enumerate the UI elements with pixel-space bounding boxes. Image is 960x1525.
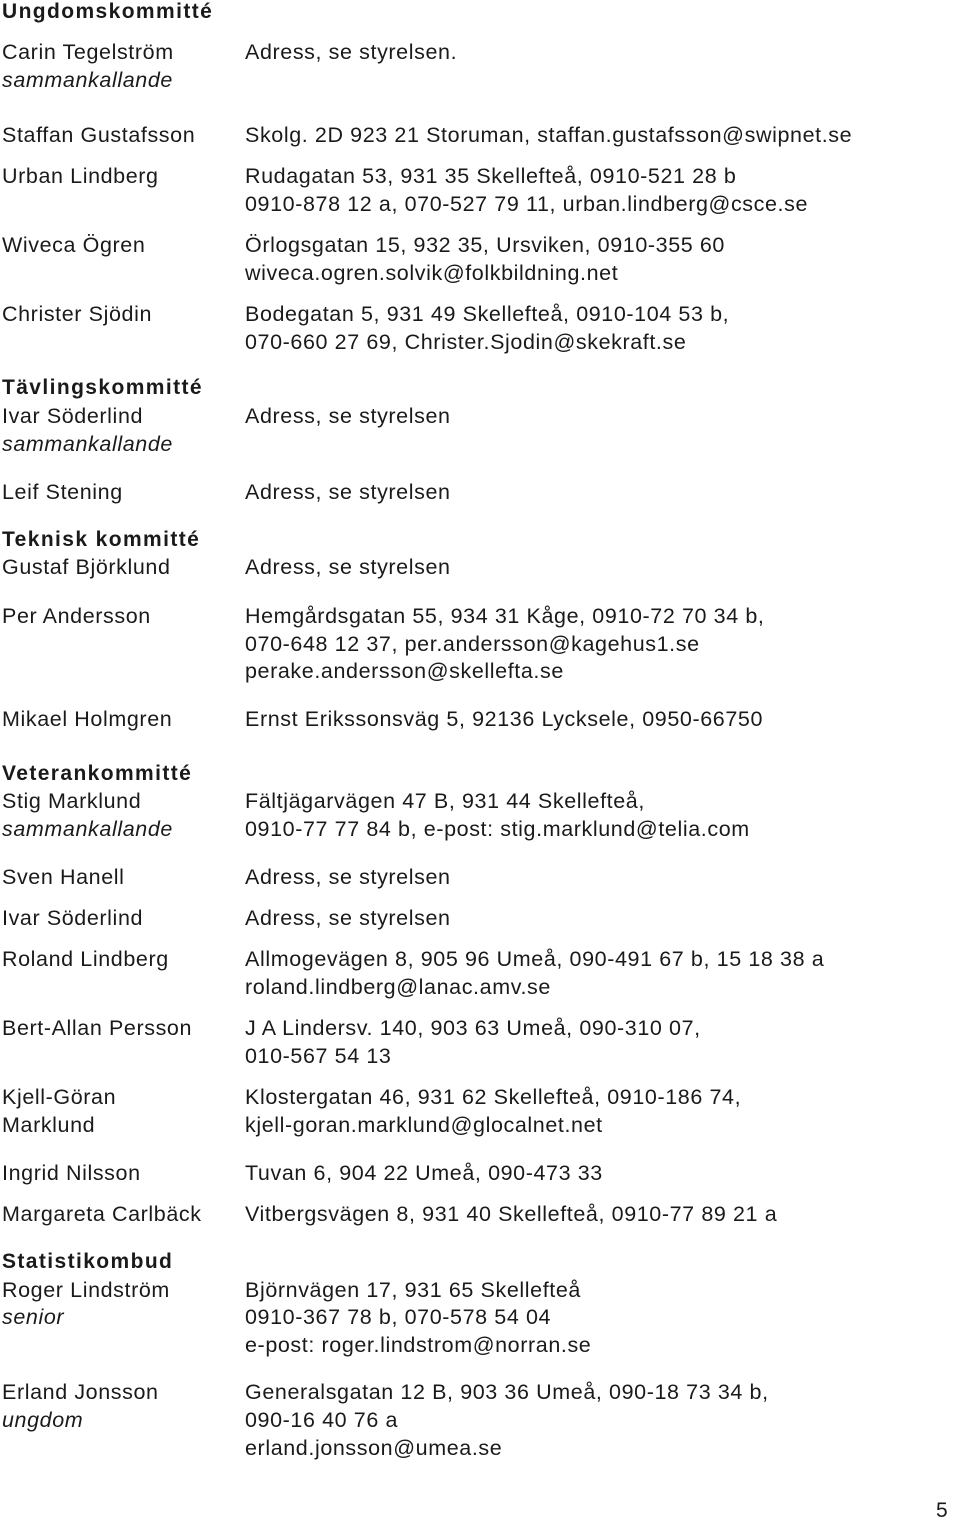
member-address: e-post: roger.lindstrom@norran.se [245,1333,592,1357]
member-role: sammankallande [2,68,173,92]
member-address: Adress, se styrelsen [245,404,451,428]
member-name: Per Andersson [2,604,151,628]
member-address: Björnvägen 17, 931 65 Skellefteå [245,1278,581,1302]
member-address: Ernst Erikssonsväg 5, 92136 Lycksele, 0950-66750 [245,707,764,731]
member-address: Klostergatan 46, 931 62 Skellefteå, 0910-186 74, [245,1085,742,1109]
member-address: 0910-77 77 84 b, e-post: stig.marklund@telia.com [245,817,750,841]
member-name: Roger Lindström [2,1278,170,1302]
member-address: 0910-367 78 b, 070-578 54 04 [245,1305,552,1329]
section-heading-ungdom: Ungdomskommitté [2,0,214,23]
member-address: 090-16 40 76 a [245,1408,399,1432]
section-heading-tavling: Tävlingskommitté [2,376,203,399]
member-address: 070-660 27 69, Christer.Sjodin@skekraft.se [245,330,687,354]
member-name: Stig Marklund [2,789,142,813]
member-address: 070-648 12 37, per.andersson@kagehus1.se [245,632,700,656]
member-address: Bodegatan 5, 931 49 Skellefteå, 0910-104 53 b, [245,302,730,326]
member-name: Erland Jonsson [2,1380,159,1404]
member-address: Fältjägarvägen 47 B, 931 44 Skellefteå, [245,789,645,813]
member-address: Skolg. 2D 923 21 Storuman, staffan.gustafsson@swipnet.se [245,123,853,147]
member-name: Carin Tegelström [2,40,174,64]
member-name: Bert-Allan Persson [2,1016,193,1040]
member-address: perake.andersson@skellefta.se [245,659,564,683]
member-role: sammankallande [2,432,173,456]
member-role: sammankallande [2,817,173,841]
member-address: Örlogsgatan 15, 932 35, Ursviken, 0910-355 60 [245,233,725,257]
member-address: Allmogevägen 8, 905 96 Umeå, 090-491 67 b, 15 18 38 a [245,947,825,971]
member-name: Kjell-Göran [2,1085,117,1109]
member-name: Mikael Holmgren [2,707,173,731]
section-heading-veteran: Veterankommitté [2,762,193,785]
member-address: roland.lindberg@lanac.amv.se [245,975,551,999]
member-name: Marklund [2,1113,96,1137]
member-address: wiveca.ogren.solvik@folkbildning.net [245,261,619,285]
member-name: Ingrid Nilsson [2,1161,141,1185]
member-name: Margareta Carlbäck [2,1202,202,1226]
member-address: 0910-878 12 a, 070-527 79 11, urban.lindberg@csce.se [245,192,809,216]
member-name: Ivar Söderlind [2,906,144,930]
member-name: Staffan Gustafsson [2,123,196,147]
member-address: kjell-goran.marklund@glocalnet.net [245,1113,603,1137]
member-address: Vitbergsvägen 8, 931 40 Skellefteå, 0910-77 89 21 a [245,1202,778,1226]
member-address: Adress, se styrelsen [245,865,451,889]
member-role: senior [2,1305,65,1329]
member-address: Adress, se styrelsen [245,555,451,579]
member-name: Wiveca Ögren [2,233,146,257]
member-name: Gustaf Björklund [2,555,171,579]
member-name: Leif Stening [2,480,123,504]
member-address: erland.jonsson@umea.se [245,1436,503,1460]
page-number: 5 [936,1499,948,1522]
section-heading-teknisk: Teknisk kommitté [2,528,201,551]
member-address: Tuvan 6, 904 22 Umeå, 090-473 33 [245,1161,603,1185]
member-address: 010-567 54 13 [245,1044,392,1068]
member-name: Christer Sjödin [2,302,152,326]
member-address: Adress, se styrelsen [245,906,451,930]
member-role: ungdom [2,1408,84,1432]
member-address: Generalsgatan 12 B, 903 36 Umeå, 090-18 73 34 b, [245,1380,769,1404]
section-heading-statistik: Statistikombud [2,1250,174,1273]
member-address: Adress, se styrelsen [245,480,451,504]
member-address: Adress, se styrelsen. [245,40,458,64]
member-address: Hemgårdsgatan 55, 934 31 Kåge, 0910-72 70 34 b, [245,604,765,628]
member-name: Sven Hanell [2,865,125,889]
member-address: J A Lindersv. 140, 903 63 Umeå, 090-310 07, [245,1016,701,1040]
member-address: Rudagatan 53, 931 35 Skellefteå, 0910-521 28 b [245,164,737,188]
member-name: Roland Lindberg [2,947,169,971]
member-name: Urban Lindberg [2,164,159,188]
member-name: Ivar Söderlind [2,404,144,428]
